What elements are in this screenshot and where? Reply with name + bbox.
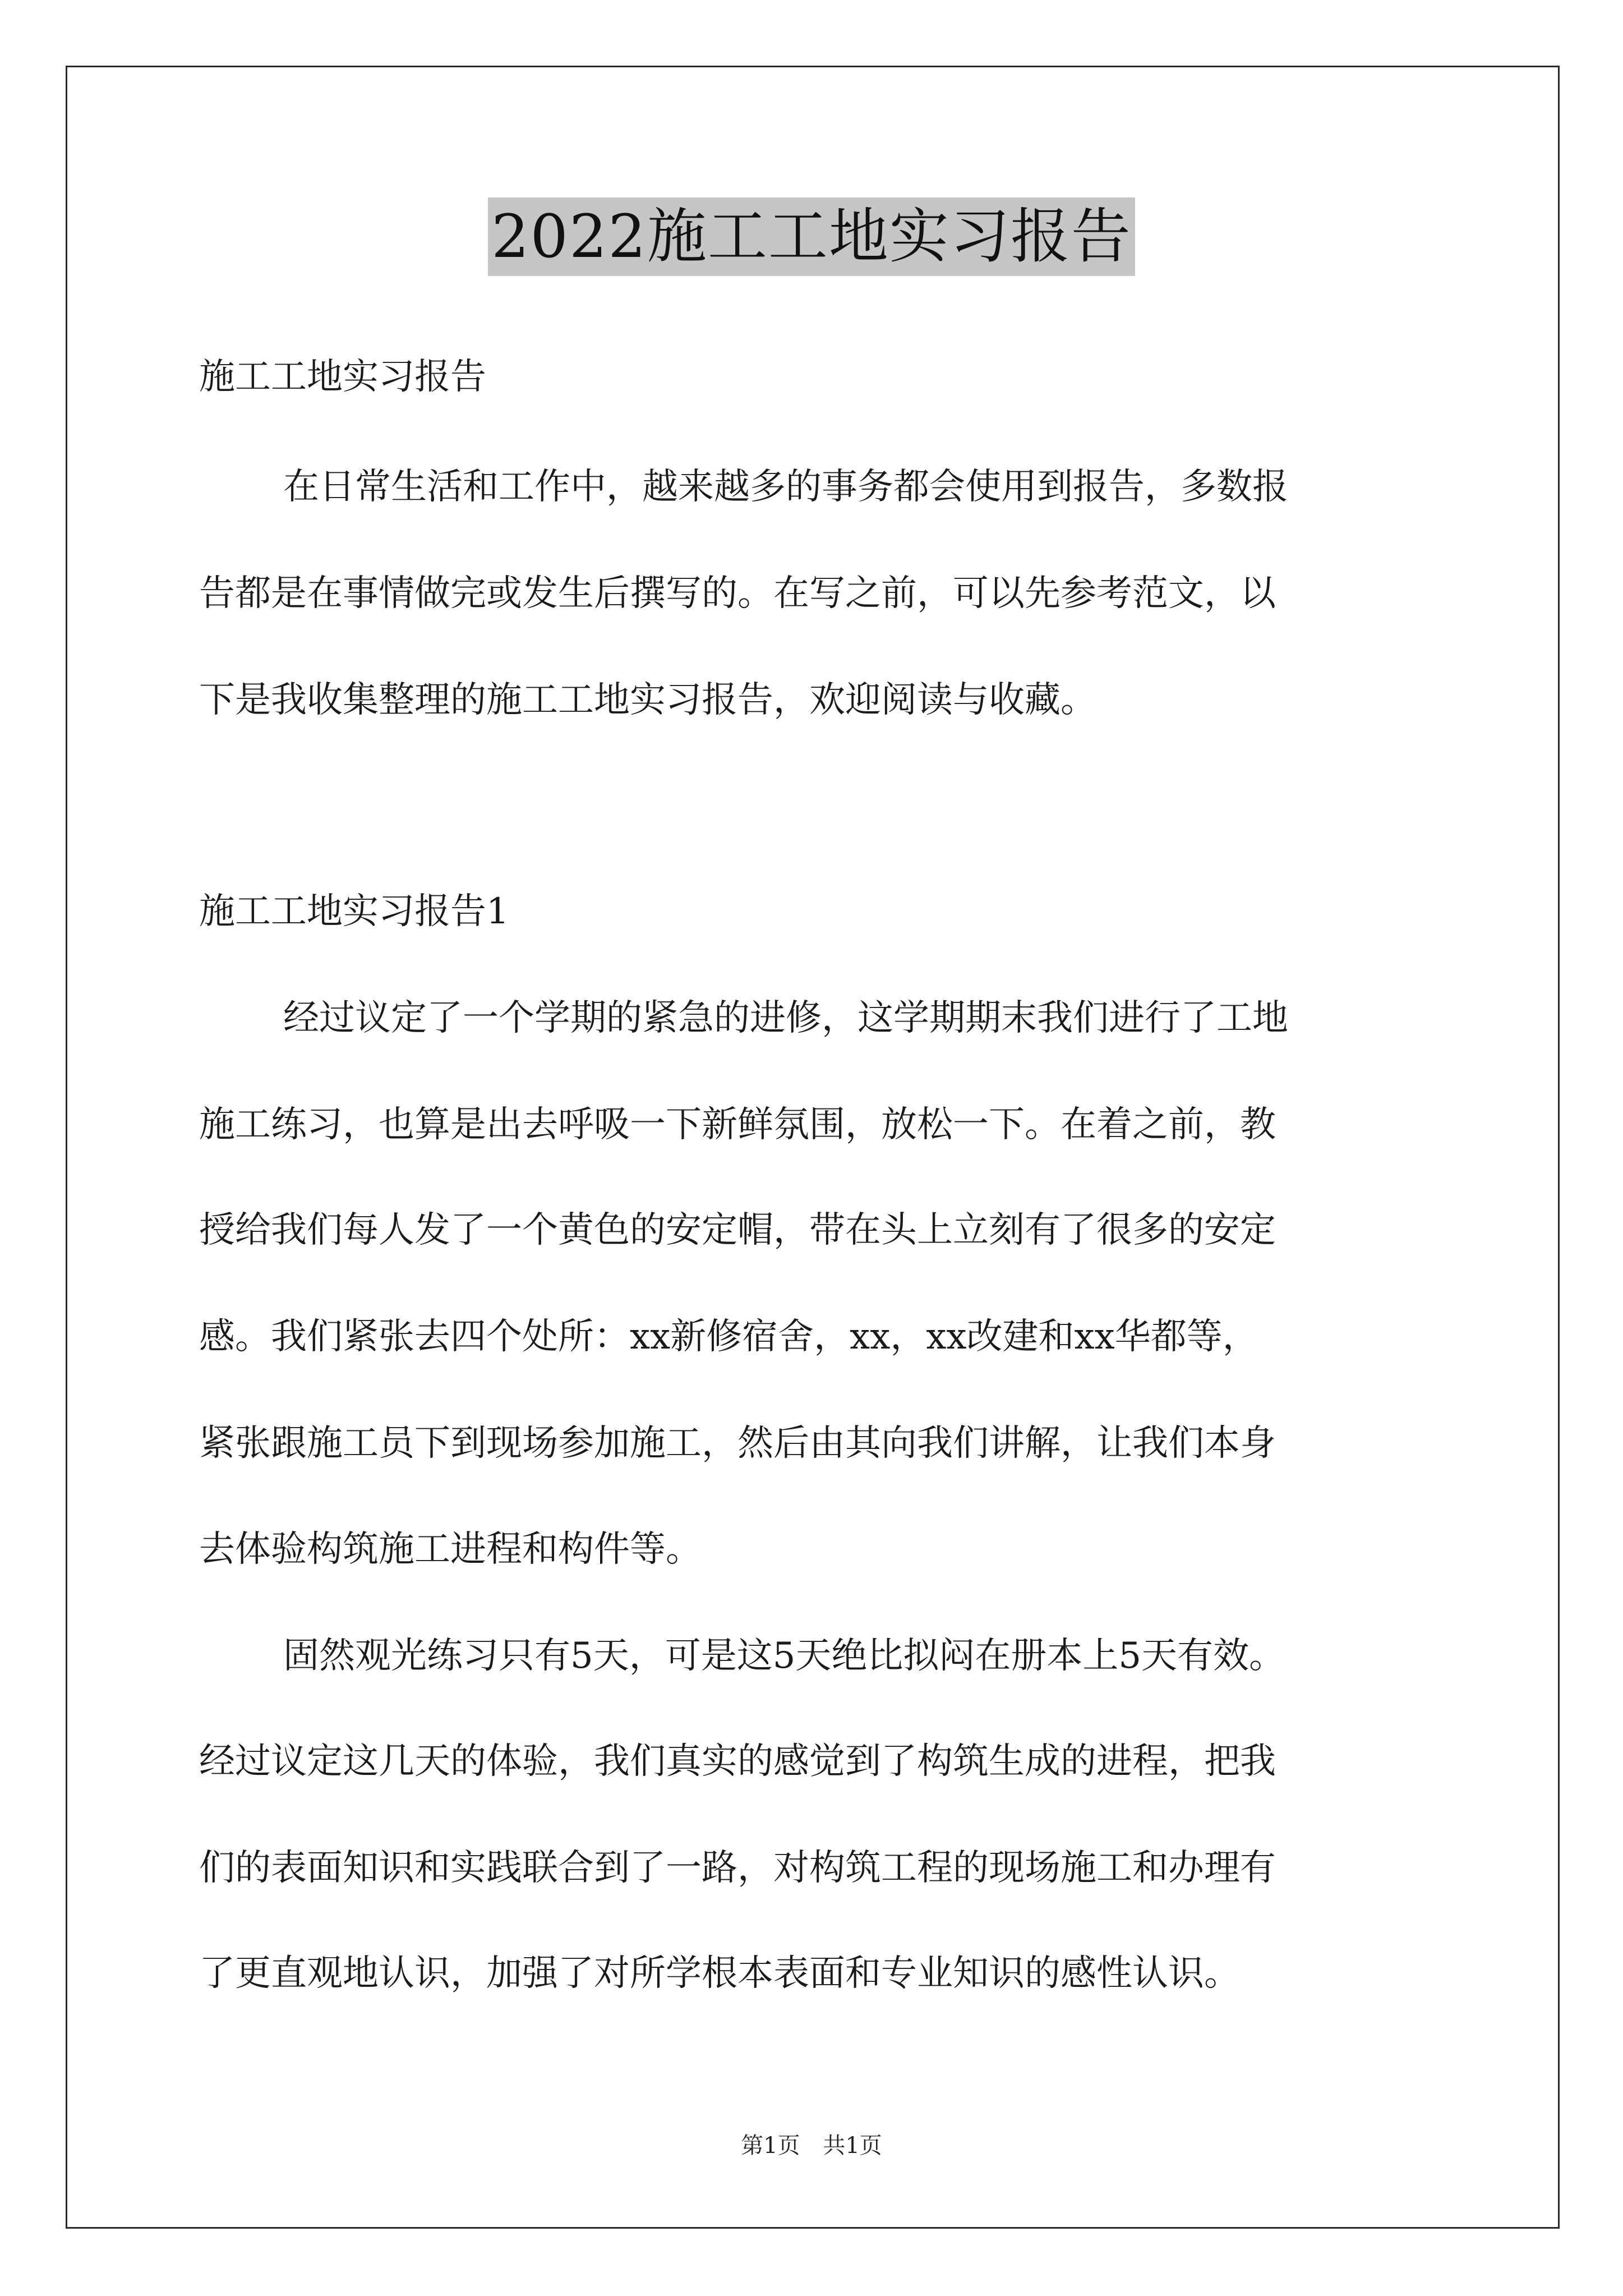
paragraph-line: 感。我们紧张去四个处所：xx新修宿舍，xx，xx改建和xx华都等， [199,1316,1258,1358]
paragraph-line: 施工练习，也算是出去呼吸一下新鲜氛围，放松一下。在着之前，教 [199,1104,1276,1145]
intro-line: 下是我收集整理的施工工地实习报告，欢迎阅读与收藏。 [199,679,1096,721]
paragraph-line: 经过议定了一个学期的紧急的进修，这学期期末我们进行了工地 [283,997,1288,1039]
intro-line: 告都是在事情做完或发生后撰写的。在写之前，可以先参考范文，以 [199,573,1276,614]
paragraph-line: 授给我们每人发了一个黄色的安定帽，带在头上立刻有了很多的安定 [199,1209,1276,1251]
page-number: 第1页 [741,2133,800,2159]
intro-line: 在日常生活和工作中，越来越多的事务都会使用到报告，多数报 [283,466,1288,508]
paragraph-line: 了更直观地认识，加强了对所学根本表面和专业知识的感性认识。 [199,1953,1240,1994]
paragraph-line: 固然观光练习只有5天，可是这5天绝比拟闷在册本上5天有效。 [283,1635,1285,1677]
paragraph-line: 经过议定这几天的体验，我们真实的感觉到了构筑生成的进程，把我 [199,1741,1276,1782]
document-title: 2022施工工地实习报告 [488,197,1135,276]
paragraph-line: 去体验构筑施工进程和构件等。 [199,1529,702,1570]
subtitle: 施工工地实习报告 [199,356,486,398]
page-footer [0,2132,1623,2160]
page-total: 共1页 [823,2133,882,2159]
paragraph-line: 们的表面知识和实践联合到了一路，对构筑工程的现场施工和办理有 [199,1847,1276,1889]
section-heading: 施工工地实习报告1 [199,891,509,932]
title-block [0,197,1623,276]
paragraph-line: 紧张跟施工员下到现场参加施工，然后由其向我们讲解，让我们本身 [199,1423,1276,1464]
